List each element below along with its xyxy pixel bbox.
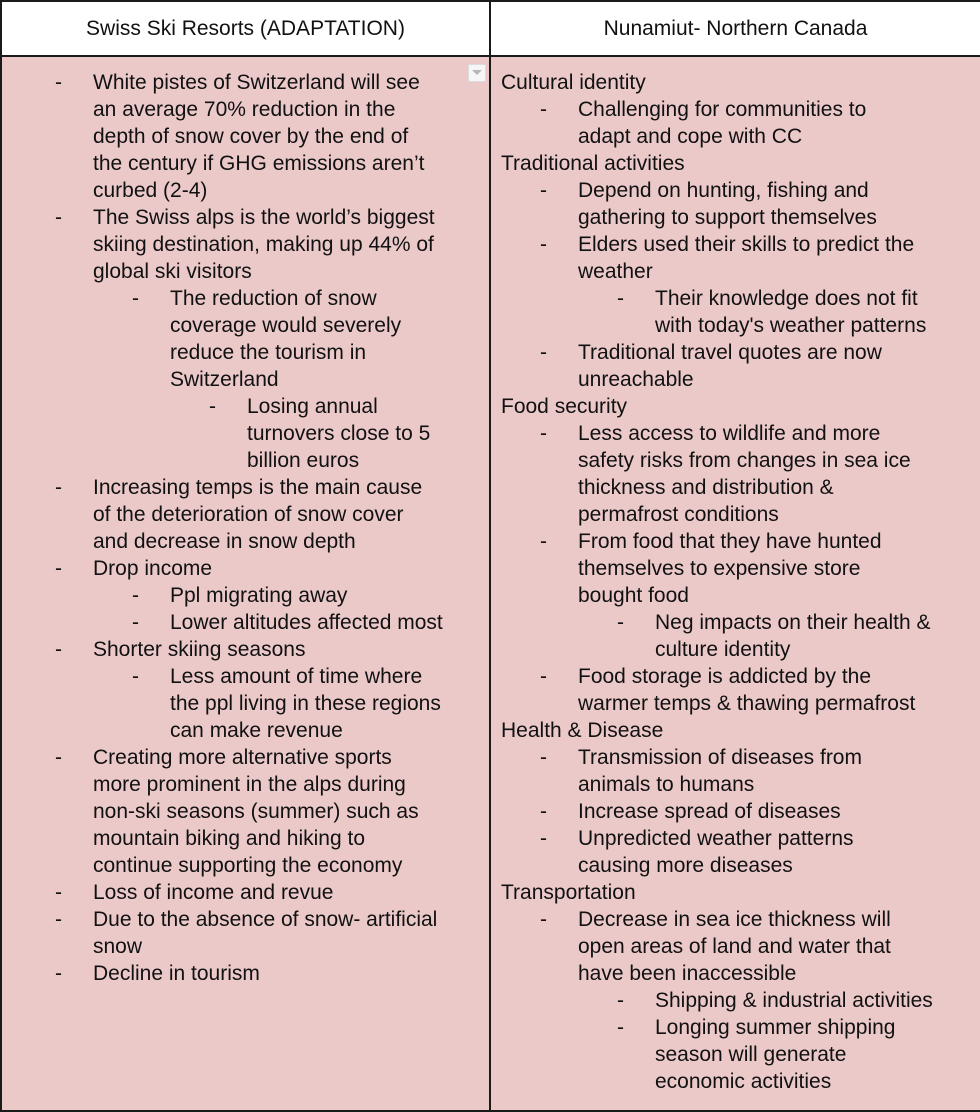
line-text: Shorter skiing seasons: [93, 638, 306, 661]
list-item: [491, 960, 980, 987]
list-item: [2, 555, 489, 582]
swiss-notes-list: [2, 69, 489, 987]
list-item: [2, 339, 489, 366]
line-text: Lower altitudes affected most: [170, 611, 443, 634]
line-text: an average 70% reduction in the: [93, 98, 396, 121]
list-item: [491, 501, 980, 528]
line-text: Due to the absence of snow- artificial: [93, 908, 438, 931]
line-text: Decrease in sea ice thickness will: [578, 908, 891, 931]
list-item: [2, 204, 489, 231]
line-text: warmer temps & thawing permafrost: [578, 692, 916, 715]
line-text: The Swiss alps is the world’s biggest: [93, 206, 435, 229]
list-item: [491, 204, 980, 231]
bullet-dash: -: [540, 908, 547, 931]
bullet-dash: -: [55, 908, 62, 931]
line-text: permafrost conditions: [578, 503, 779, 526]
list-item: [2, 960, 489, 987]
list-item: [491, 852, 980, 879]
line-text: Challenging for communities to: [578, 98, 867, 121]
list-item: [491, 420, 980, 447]
bullet-dash: -: [132, 584, 139, 607]
list-item: [2, 690, 489, 717]
line-text: Drop income: [93, 557, 213, 580]
list-item: [491, 366, 980, 393]
bullet-dash: -: [540, 827, 547, 850]
line-text: mountain biking and hiking to: [93, 827, 366, 850]
list-item: [491, 825, 980, 852]
line-text: curbed (2-4): [93, 179, 208, 202]
list-item: [491, 312, 980, 339]
header-row: [1, 1, 980, 56]
list-item: [2, 474, 489, 501]
bullet-dash: -: [55, 71, 62, 94]
line-text: culture identity: [655, 638, 791, 661]
line-text: Ppl migrating away: [170, 584, 348, 607]
line-text: depth of snow cover by the end of: [93, 125, 409, 148]
list-item: [2, 717, 489, 744]
list-item: [491, 744, 980, 771]
list-item: [491, 690, 980, 717]
line-text: skiing destination, making up 44% of: [93, 233, 434, 256]
list-item: [2, 447, 489, 474]
line-text: the century if GHG emissions aren’t: [93, 152, 425, 175]
line-text: of the deterioration of snow cover: [93, 503, 404, 526]
list-item: [2, 420, 489, 447]
bullet-dash: -: [55, 881, 62, 904]
line-text: Less amount of time where: [170, 665, 423, 688]
line-text: The reduction of snow: [170, 287, 377, 310]
list-item: [2, 609, 489, 636]
line-text: Transportation: [501, 881, 636, 904]
section-heading: [491, 717, 980, 744]
bullet-dash: -: [55, 962, 62, 985]
list-item: [491, 663, 980, 690]
line-text: animals to humans: [578, 773, 755, 796]
line-text: Health & Disease: [501, 719, 664, 742]
list-item: [491, 123, 980, 150]
line-text: Food security: [501, 395, 628, 418]
line-text: Losing annual: [247, 395, 378, 418]
line-text: non-ski seasons (summer) such as: [93, 800, 419, 823]
line-text: economic activities: [655, 1070, 832, 1093]
bullet-dash: -: [540, 233, 547, 256]
bullet-dash: -: [209, 395, 216, 418]
list-item: [491, 771, 980, 798]
list-item: [491, 528, 980, 555]
header-cell-swiss[interactable]: [1, 1, 490, 56]
line-text: bought food: [578, 584, 689, 607]
list-item: [2, 744, 489, 771]
section-heading: [491, 879, 980, 906]
line-text: Depend on hunting, fishing and: [578, 179, 869, 202]
bullet-dash: -: [132, 287, 139, 310]
line-text: snow: [93, 935, 143, 958]
list-item: [491, 447, 980, 474]
line-text: coverage would severely: [170, 314, 402, 337]
list-item: [2, 582, 489, 609]
header-swiss-ski-resorts: Swiss Ski Resorts (ADAPTATION): [86, 16, 405, 40]
line-text: the ppl living in these regions: [170, 692, 441, 715]
list-item: [2, 150, 489, 177]
nunamiut-notes-cell[interactable]: [490, 56, 980, 1111]
list-item: [2, 177, 489, 204]
list-item: [491, 1068, 980, 1095]
swiss-notes-cell[interactable]: [1, 56, 490, 1111]
bullet-dash: -: [617, 287, 624, 310]
line-text: global ski visitors: [93, 260, 252, 283]
line-text: Traditional activities: [501, 152, 685, 175]
list-item: [2, 312, 489, 339]
line-text: White pistes of Switzerland will see: [93, 71, 420, 94]
bullet-dash: -: [540, 530, 547, 553]
list-item: [2, 231, 489, 258]
line-text: themselves to expensive store: [578, 557, 861, 580]
header-cell-nunamiut[interactable]: [490, 1, 980, 56]
section-heading: [491, 150, 980, 177]
nunamiut-notes-list: [491, 69, 980, 1095]
line-text: Elders used their skills to predict the: [578, 233, 915, 256]
list-item: [491, 987, 980, 1014]
list-item: [2, 879, 489, 906]
bullet-dash: -: [55, 557, 62, 580]
list-item: [2, 933, 489, 960]
bullet-dash: -: [540, 341, 547, 364]
list-item: [491, 582, 980, 609]
line-text: have been inaccessible: [578, 962, 797, 985]
line-text: From food that they have hunted: [578, 530, 882, 553]
list-item: [2, 663, 489, 690]
list-item: [2, 393, 489, 420]
bullet-dash: -: [55, 206, 62, 229]
list-item: [491, 177, 980, 204]
line-text: Creating more alternative sports: [93, 746, 392, 769]
list-item: [491, 933, 980, 960]
line-text: billion euros: [247, 449, 360, 472]
bullet-dash: -: [132, 665, 139, 688]
list-item: [2, 96, 489, 123]
section-heading: [491, 69, 980, 96]
list-item: [2, 798, 489, 825]
line-text: gathering to support themselves: [578, 206, 877, 229]
section-heading: [491, 393, 980, 420]
line-text: unreachable: [578, 368, 694, 391]
line-text: season will generate: [655, 1043, 847, 1066]
header-nunamiut: Nunamiut- Northern Canada: [603, 16, 868, 40]
list-item: [2, 69, 489, 96]
line-text: open areas of land and water that: [578, 935, 891, 958]
list-item: [491, 339, 980, 366]
line-text: Loss of income and revue: [93, 881, 334, 904]
list-item: [2, 852, 489, 879]
line-text: with today's weather patterns: [655, 314, 927, 337]
content-row: [1, 56, 980, 1111]
list-item: [491, 906, 980, 933]
line-text: and decrease in snow depth: [93, 530, 356, 553]
line-text: safety risks from changes in sea ice: [578, 449, 911, 472]
list-item: [491, 798, 980, 825]
line-text: Cultural identity: [501, 71, 646, 94]
list-item: [491, 285, 980, 312]
bullet-dash: -: [540, 800, 547, 823]
line-text: Transmission of diseases from: [578, 746, 862, 769]
list-item: [2, 501, 489, 528]
line-text: Decline in tourism: [93, 962, 260, 985]
line-text: adapt and cope with CC: [578, 125, 803, 148]
bullet-dash: -: [617, 1016, 624, 1039]
bullet-dash: -: [540, 422, 547, 445]
line-text: continue supporting the economy: [93, 854, 403, 877]
line-text: reduce the tourism in: [170, 341, 367, 364]
bullet-dash: -: [540, 665, 547, 688]
line-text: causing more diseases: [578, 854, 793, 877]
line-text: Less access to wildlife and more: [578, 422, 881, 445]
list-item: [491, 258, 980, 285]
line-text: can make revenue: [170, 719, 343, 742]
list-item: [491, 555, 980, 582]
list-item: [2, 123, 489, 150]
line-text: Their knowledge does not fit: [655, 287, 918, 310]
line-text: Switzerland: [170, 368, 279, 391]
list-item: [2, 636, 489, 663]
list-item: [491, 474, 980, 501]
line-text: Food storage is addicted by the: [578, 665, 872, 688]
line-text: thickness and distribution &: [578, 476, 834, 499]
list-item: [491, 1014, 980, 1041]
line-text: weather: [578, 260, 653, 283]
bullet-dash: -: [55, 638, 62, 661]
line-text: Neg impacts on their health &: [655, 611, 931, 634]
line-text: Increasing temps is the main cause: [93, 476, 423, 499]
list-item: [2, 285, 489, 312]
list-item: [2, 366, 489, 393]
line-text: Shipping & industrial activities: [655, 989, 933, 1012]
list-item: [2, 906, 489, 933]
list-item: [2, 825, 489, 852]
bullet-dash: -: [617, 611, 624, 634]
bullet-dash: -: [55, 746, 62, 769]
bullet-dash: -: [540, 98, 547, 121]
list-item: [491, 231, 980, 258]
line-text: turnovers close to 5: [247, 422, 431, 445]
bullet-dash: -: [540, 746, 547, 769]
line-text: more prominent in the alps during: [93, 773, 406, 796]
list-item: [2, 528, 489, 555]
bullet-dash: -: [617, 989, 624, 1012]
bullet-dash: -: [55, 476, 62, 499]
line-text: Traditional travel quotes are now: [578, 341, 882, 364]
list-item: [491, 609, 980, 636]
bullet-dash: -: [540, 179, 547, 202]
line-text: Unpredicted weather patterns: [578, 827, 854, 850]
bullet-dash: -: [132, 611, 139, 634]
list-item: [491, 1041, 980, 1068]
line-text: Increase spread of diseases: [578, 800, 841, 823]
list-item: [491, 96, 980, 123]
list-item: [2, 771, 489, 798]
line-text: Longing summer shipping: [655, 1016, 896, 1039]
list-item: [491, 636, 980, 663]
list-item: [2, 258, 489, 285]
